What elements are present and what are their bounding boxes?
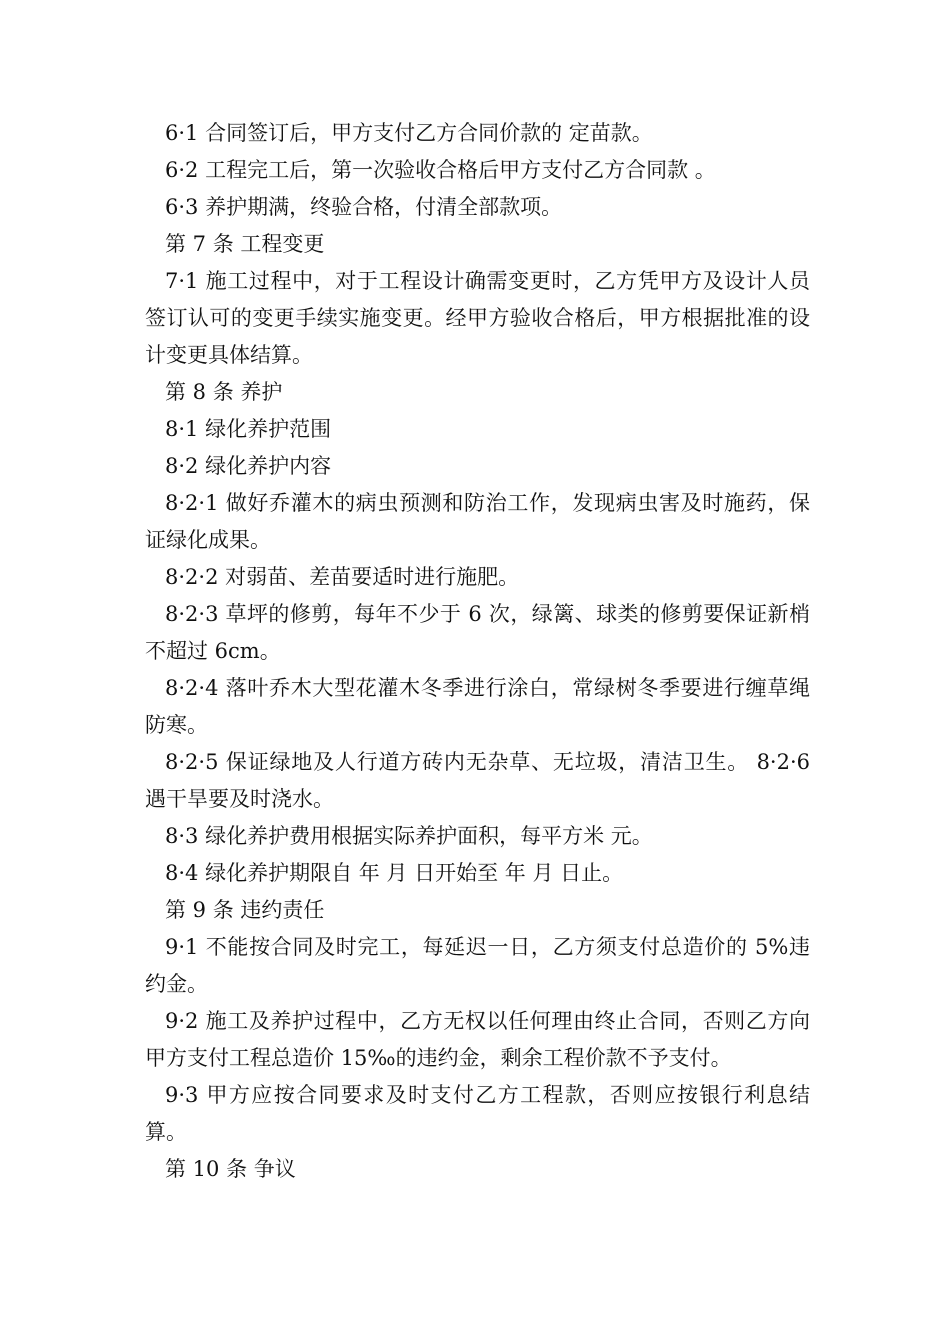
paragraph-6-3: 6·3 养护期满，终验合格，付清全部款项。 — [165, 195, 563, 219]
paragraph-9-3: 9·3 甲方应按合同要求及时支付乙方工程款，否则应按银行利息结算。 — [145, 1083, 810, 1144]
heading-article-8: 第 8 条 养护 — [165, 380, 283, 404]
paragraph-6-1: 6·1 合同签订后，甲方支付乙方合同价款的 定苗款。 — [165, 121, 653, 145]
paragraph-9-1: 9·1 不能按合同及时完工，每延迟一日，乙方须支付总造价的 5%违约金。 — [145, 935, 810, 996]
paragraph-9-2: 9·2 施工及养护过程中，乙方无权以任何理由终止合同，否则乙方向甲方支付工程总造价 15‰的违约金，剩余工程价款不予支付。 — [145, 1009, 810, 1070]
paragraph-7-1: 7·1 施工过程中，对于工程设计确需变更时，乙方凭甲方及设计人员签订认可的变更手续实施变更。经甲方验收合格后，甲方根据批准的设计变更具体结算。 — [145, 269, 810, 367]
paragraph-8-2: 8·2 绿化养护内容 — [165, 454, 332, 478]
heading-article-7: 第 7 条 工程变更 — [165, 232, 325, 256]
paragraph-8-2-5: 8·2·5 保证绿地及人行道方砖内无杂草、无垃圾，清洁卫生。 8·2·6 遇干旱要及时浇水。 — [145, 750, 810, 811]
paragraph-8-2-1: 8·2·1 做好乔灌木的病虫预测和防治工作，发现病虫害及时施药，保证绿化成果。 — [145, 491, 810, 552]
heading-article-10: 第 10 条 争议 — [165, 1157, 296, 1181]
document-body — [145, 115, 810, 1188]
paragraph-6-2: 6·2 工程完工后，第一次验收合格后甲方支付乙方合同款 。 — [165, 158, 716, 182]
paragraph-8-2-4: 8·2·4 落叶乔木大型花灌木冬季进行涂白，常绿树冬季要进行缠草绳防寒。 — [145, 676, 810, 737]
heading-article-9: 第 9 条 违约责任 — [165, 898, 325, 922]
paragraph-8-1: 8·1 绿化养护范围 — [165, 417, 332, 441]
paragraph-8-4: 8·4 绿化养护期限自 年 月 日开始至 年 月 日止。 — [165, 861, 624, 885]
paragraph-8-3: 8·3 绿化养护费用根据实际养护面积，每平方米 元。 — [165, 824, 653, 848]
paragraph-8-2-3: 8·2·3 草坪的修剪，每年不少于 6 次，绿篱、球类的修剪要保证新梢不超过 6cm。 — [145, 602, 810, 663]
paragraph-8-2-2: 8·2·2 对弱苗、差苗要适时进行施肥。 — [165, 565, 520, 589]
